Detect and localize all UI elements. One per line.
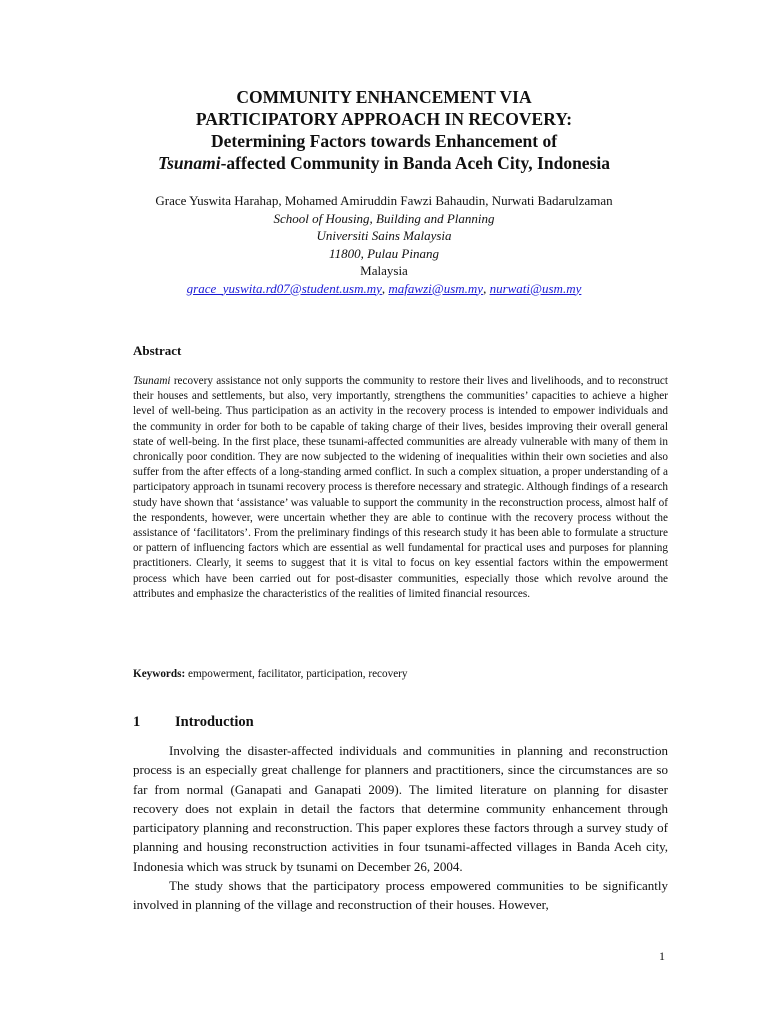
abstract-heading: Abstract (133, 343, 182, 358)
abstract-body (133, 374, 668, 602)
keywords-line (133, 667, 668, 682)
section-number: 1 (133, 714, 141, 730)
subtitle-line-1: Determining Factors towards Enhancement of (210, 131, 558, 151)
email-link-3[interactable]: nurwati@usm.my (489, 280, 582, 296)
author-country: Malaysia (360, 263, 408, 278)
intro-paragraph-1: Involving the disaster-affected individuals and communities in planning and reconstruction process is an especially great challenge for planners and practitioners, since the circumstances are so far from normal (Ganapati and Ganapati 2009). The limited literature on planning for disaster recovery does not explain in detail the factors that determine community enhancement through participatory planning and reconstruction. This paper explores these factors through a survey study of planning and housing reconstruction activities in four tsunami-affected villages in Banda Aceh city, Indonesia which was struck by tsunami on December 26, 2004. (133, 743, 668, 874)
keywords-text: empowerment, facilitator, participation, recovery (185, 668, 408, 680)
author-block (80, 192, 688, 297)
subtitle-line-2 (100, 152, 668, 174)
author-emails (80, 280, 688, 298)
email-link-1[interactable]: grace_yuswita.rd07@student.usm.my (186, 280, 382, 296)
email-separator: , (381, 280, 389, 296)
page-number: 1 (659, 949, 665, 963)
title-line-2: PARTICIPATORY APPROACH IN RECOVERY: (195, 109, 573, 129)
subtitle-italic-word: Tsunami (158, 153, 221, 173)
email-link-2[interactable]: mafawzi@usm.my (388, 280, 484, 296)
introduction-body (133, 741, 668, 915)
author-university: Universiti Sains Malaysia (316, 228, 452, 243)
intro-paragraph-2: The study shows that the participatory process empowered communities to be significantly involved in planning of the village and reconstruction of their houses. However, (133, 878, 668, 913)
keywords-label: Keywords: (133, 668, 186, 680)
paper-title (100, 86, 668, 174)
section-title: Introduction (175, 714, 254, 730)
author-address: 11800, Pulau Pinang (329, 245, 439, 261)
abstract-first-word: Tsunami (133, 375, 171, 387)
author-names: Grace Yuswita Harahap, Mohamed Amiruddin Fawzi Bahaudin, Nurwati Badarulzaman (155, 193, 613, 208)
title-line-1: COMMUNITY ENHANCEMENT VIA (236, 87, 532, 107)
abstract-text: recovery assistance not only supports the community to restore their lives and livelihoods, and to reconstruct their houses and settlements, but also, very importantly, strengthens the communities’ capacities to achieve a higher level of well-being. Thus participation as an activity in the recovery process is intended to empower individuals and the community in order for both to be capable of taking charge of their lives, besides improving their overall general state of well-being. In the first place, these tsunami-affected communities are already vulnerable with many of them in chronically poor condition. They are now subjected to the widening of inequalities within their own societies and also suffer from the after effects of a long-standing armed conflict. In such a complex situation, a proper understanding of a participatory approach in tsunami recovery process is therefore necessary and strategic. Although findings of a research study have shown that ‘assistance’ was valuable to support the community in the reconstruction process, almost half of the respondents, however, were uncertain whether they are able to continue with the recovery process without the assistance of ‘facilitators’. From the preliminary findings of this research study it has been able to formulate a structure or pattern of influencing factors which are essential as well fundamental for practical uses and purposes for planning practitioners. Clearly, it seems to suggest that it is vital to focus on key essential factors within the empowerment process which have been carried out for post-disaster communities, especially those which revolve around the attributes and emphasize the characteristics of the realities of limited financial resources. (133, 375, 668, 600)
author-school: School of Housing, Building and Planning (273, 210, 495, 226)
subtitle-rest: -affected Community in Banda Aceh City, Indonesia (220, 153, 610, 173)
section-heading (133, 714, 254, 731)
email-separator: , (483, 280, 490, 296)
